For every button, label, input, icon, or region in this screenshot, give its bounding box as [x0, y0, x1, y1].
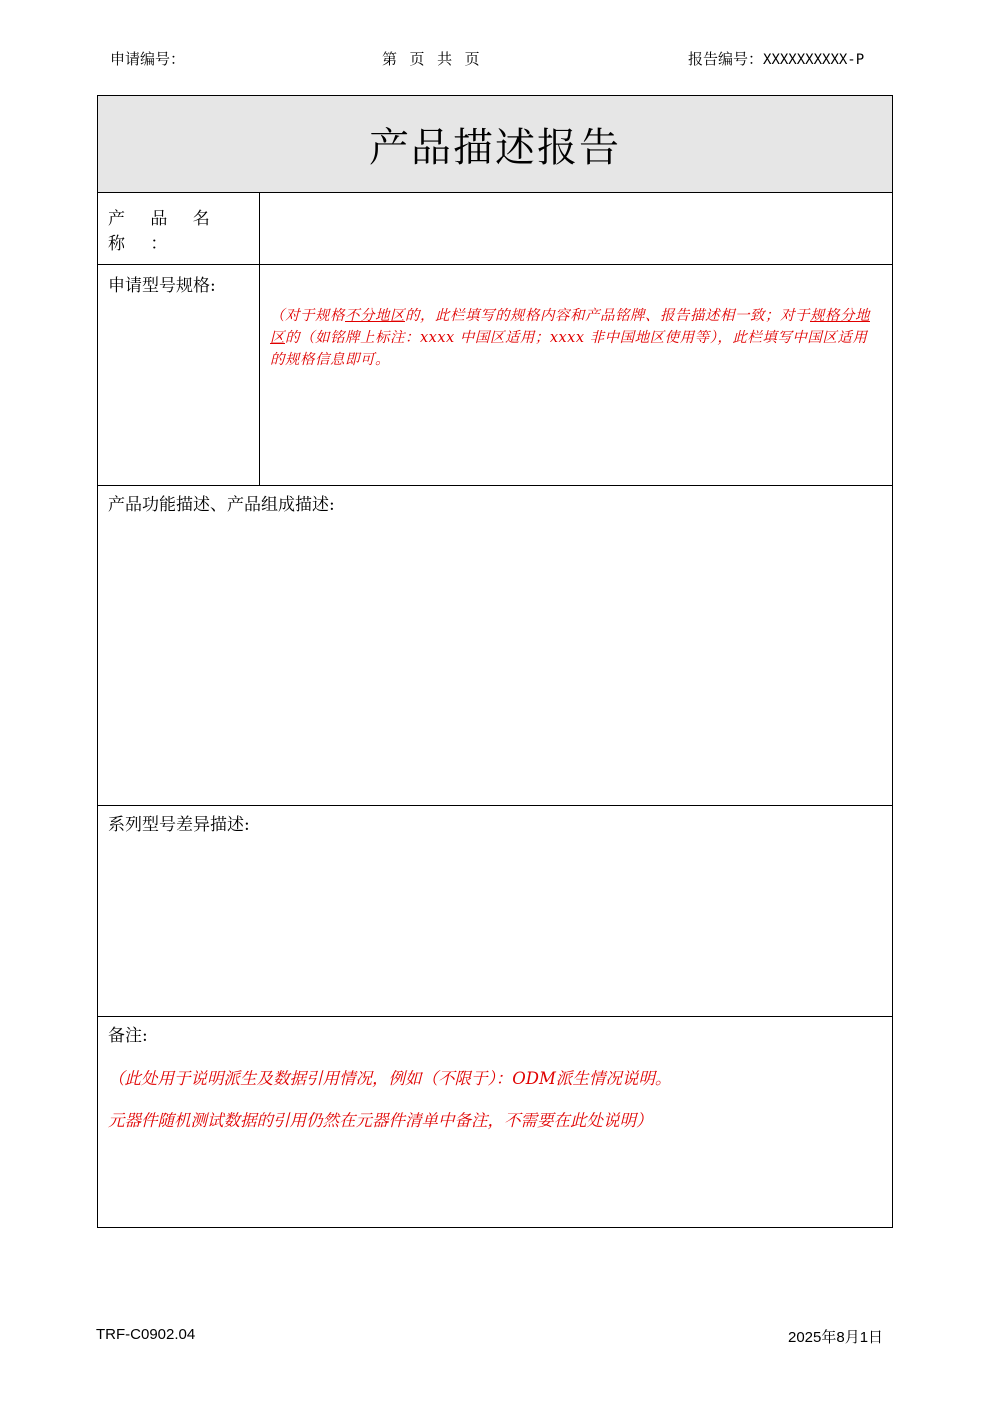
remarks-note-line1: （此处用于说明派生及数据引用情况，例如（不限于）：ODM派生情况说明。 [108, 1069, 672, 1088]
series-difference-row[interactable] [98, 806, 892, 1017]
spec-note-part3: 的（如铭牌上标注：xxxx 中国区适用；xxxx 非中国地区使用等），此栏填写中国区适用的规格信息即可。 [270, 330, 868, 368]
product-name-label: 产 品 名 称 ： [98, 193, 260, 264]
page-header [0, 48, 992, 72]
report-no [688, 48, 864, 69]
footer-date: 2025年8月1日 [788, 1329, 884, 1346]
remarks-note-line2: 元器件随机测试数据的引用仍然在元器件清单中备注，不需要在此处说明） [108, 1111, 653, 1130]
spec-note-part1: （对于规格 [270, 308, 345, 324]
spec-field[interactable] [260, 265, 892, 485]
function-description-label: 产品功能描述、产品组成描述: [108, 495, 335, 515]
spec-note [270, 305, 882, 371]
remarks-label: 备注: [108, 1026, 148, 1046]
report-no-label: 报告编号： [688, 50, 764, 68]
report-no-value: XXXXXXXXXX-P [763, 52, 865, 68]
application-no-label: 申请编号： [110, 50, 186, 68]
form-code: TRF-C0902.04 [96, 1326, 196, 1343]
spec-label: 申请型号规格: [98, 265, 260, 485]
function-description-row[interactable] [98, 486, 892, 806]
remarks-row[interactable] [98, 1017, 892, 1227]
product-description-form [97, 95, 893, 1228]
remarks-note [108, 1068, 882, 1132]
page-info: 第 页 共 页 [382, 50, 481, 68]
product-name-row [98, 193, 892, 265]
spec-note-underline2: 规格分地区 [270, 308, 870, 346]
spec-note-part2: 的，此栏填写的规格内容和产品铭牌、报告描述相一致；对于 [405, 308, 810, 324]
spec-row [98, 265, 892, 486]
product-name-field[interactable] [260, 193, 892, 264]
spec-note-underline1: 不分地区 [345, 308, 405, 324]
series-difference-label: 系列型号差异描述: [108, 815, 250, 835]
form-title: 产品描述报告 [98, 96, 892, 193]
